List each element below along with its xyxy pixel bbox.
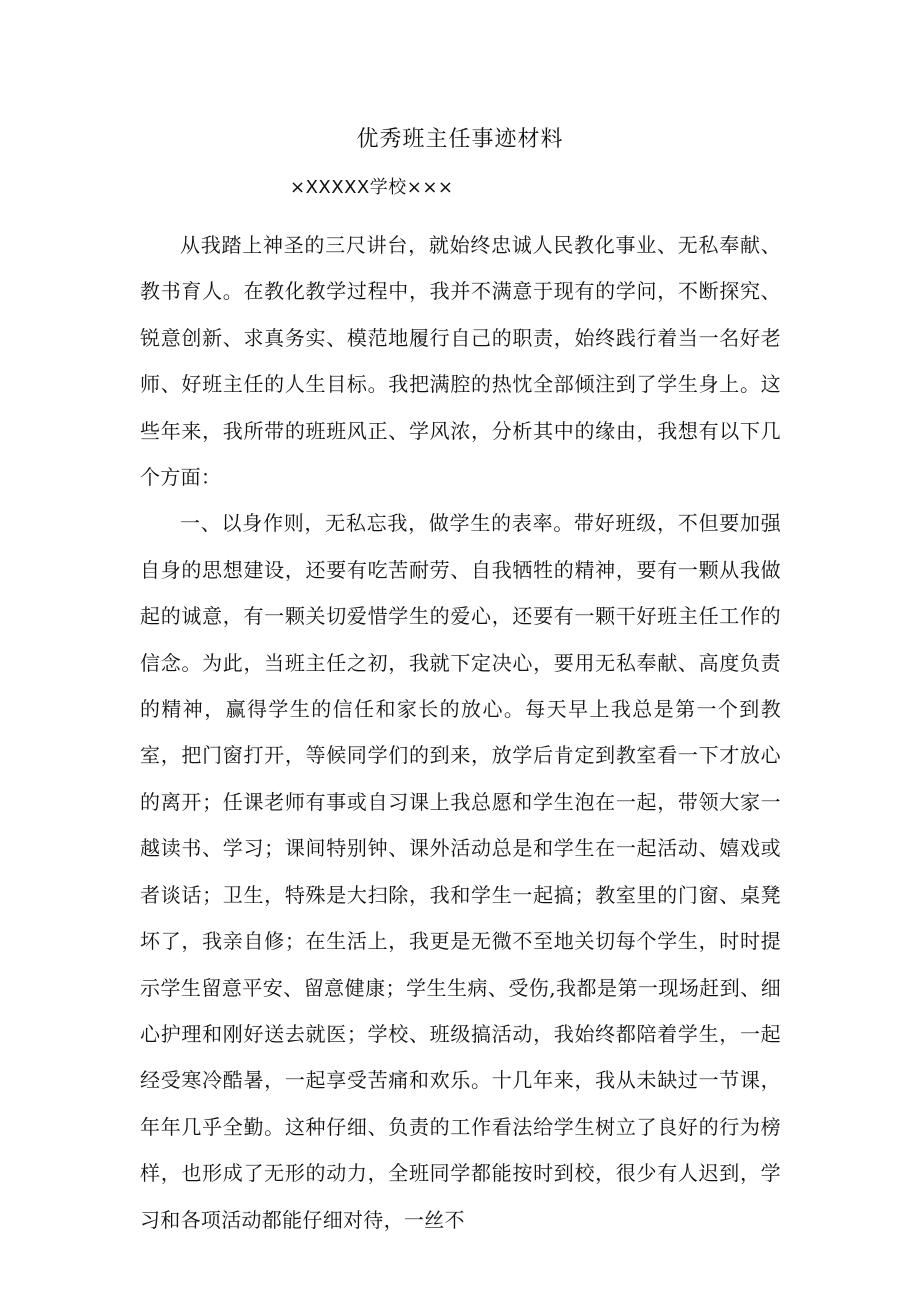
document-title: 优秀班主任事迹材料 bbox=[356, 127, 564, 152]
author-line: ×XXXXX学校××× bbox=[290, 177, 454, 198]
paragraph-section-one: 一、以身作则，无私忘我，做学生的表率。带好班级，不但要加强自身的思想建设，还要有吃苦耐劳、自我牺牲的精神，要有一颗从我做起的诚意，有一颗关切爱惜学生的爱心，还要有一颗干好班主任工作的信念。为此，当班主任之初，我就下定决心，要用无私奉献、高度负责的精神，赢得学生的信任和家长的放心。每天早上我总是第一个到教室，把门窗打开，等候同学们的到来，放学后肯定到教室看一下才放心的离开；任课老师有事或自习课上我总愿和学生泡在一起，带领大家一越读书、学习；课间特别钟、课外活动总是和学生在一起活动、嬉戏或者谈话；卫生，特殊是大扫除，我和学生一起搞；教室里的门窗、桌凳坏了，我亲自修；在生活上，我更是无微不至地关切每个学生，时时提示学生留意平安、留意健康；学生生病、受伤,我都是第一现场赶到、细心护理和刚好送去就医；学校、班级搞活动，我始终都陪着学生，一起经受寒冷酷暑，一起享受苦痛和欢乐。十几年来，我从未缺过一节课，年年几乎全勤。这种仔细、负责的工作看法给学生树立了良好的行为榜样，也形成了无形的动力，全班同学都能按时到校，很少有人迟到，学习和各项活动都能仔细对待，一丝不 bbox=[140, 511, 781, 1232]
document-body bbox=[140, 222, 781, 1243]
paragraph-intro: 从我踏上神圣的三尺讲台，就始终忠诚人民教化事业、无私奉献、教书育人。在教化教学过程中，我并不满意于现有的学问，不断探究、锐意创新、求真务实、模范地履行自己的职责，始终践行着当一名好老师、好班主任的人生目标。我把满腔的热忱全部倾注到了学生身上。这些年来，我所带的班班风正、学风浓，分析其中的缘由，我想有以下几个方面： bbox=[140, 233, 781, 490]
